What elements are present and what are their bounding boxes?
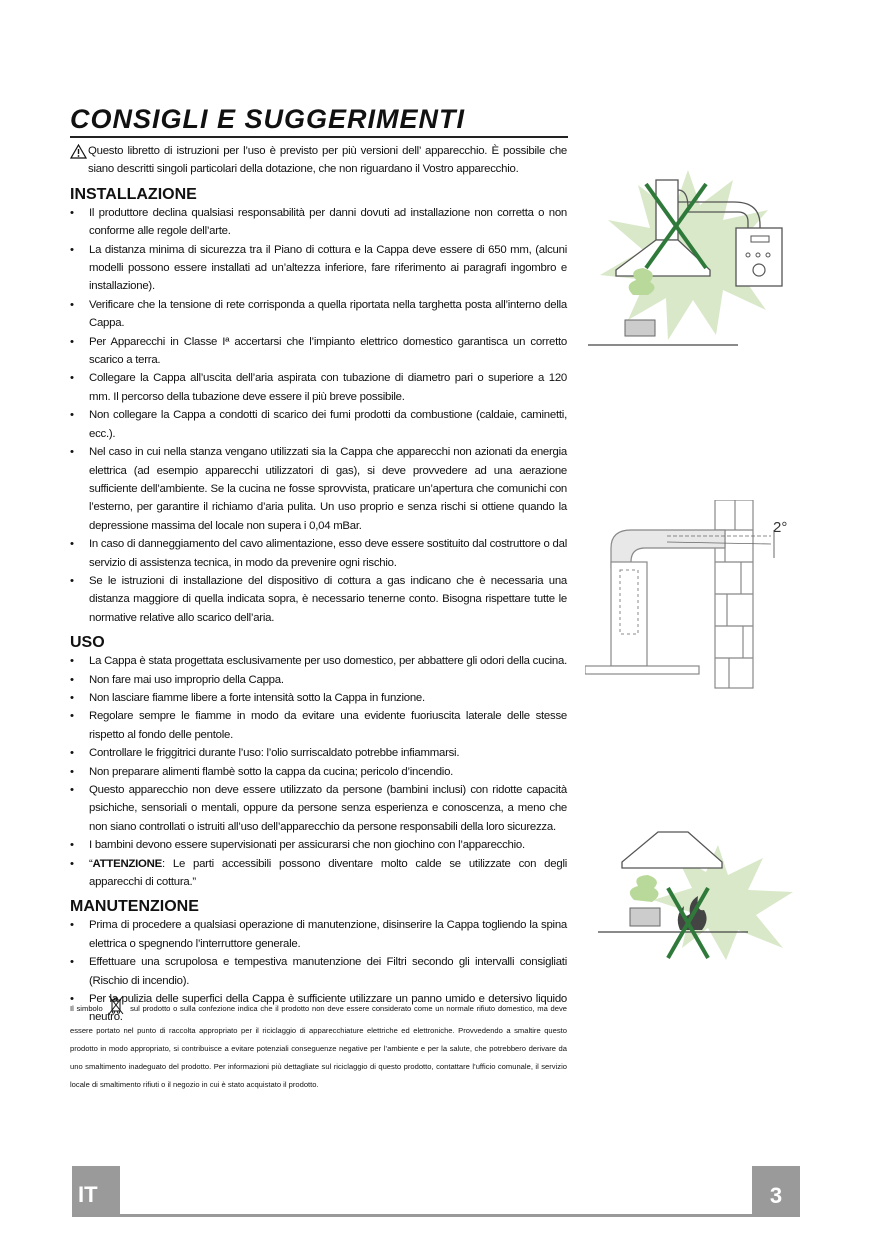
list-item: • In caso di danneggiamento del cavo alimentazione, esso deve essere sostituito dal costruttore o dal servizio di assistenza tecnica, in modo da prevenire ogni rischio. xyxy=(70,535,567,572)
disposal-text-before: Il simbolo xyxy=(70,1004,103,1013)
list-item: • Per Apparecchi in Classe Iª accertarsi che l’impianto elettrico domestico garantisca un corretto scarico a terra. xyxy=(70,333,567,370)
attention-text: : Le parti accessibili possono diventare molto calde se utilizzate con degli apparecchi di cottura.” xyxy=(89,857,567,889)
list-item: • Non lasciare fiamme libere a forte intensità sotto la Cappa in funzione. xyxy=(70,689,567,707)
hood-base xyxy=(585,666,699,674)
figure-no-open-flames xyxy=(598,830,798,965)
steam xyxy=(630,875,659,902)
hood-canopy xyxy=(622,832,722,868)
attention-label: ATTENZIONE xyxy=(92,857,162,870)
installazione-list xyxy=(70,204,567,627)
heading-installazione: INSTALLAZIONE xyxy=(70,185,197,203)
attention-item xyxy=(70,855,567,892)
list-item: • Prima di procedere a qualsiasi operazione di manutenzione, disinserire la Cappa togliendo la spina elettrica o spegnendo l’interruttore generale. xyxy=(70,916,567,953)
list-item: • La distanza minima di sicurezza tra il Piano di cottura e la Cappa deve essere di 650 mm, (alcuni modelli possono essere installati ad un’altezza inferiore, fare riferimento ai paragrafi ingombro e installazione). xyxy=(70,241,567,296)
list-item: • Regolare sempre le fiamme in modo da evitare una evidente fuoriuscita laterale delle stesse rispetto al fondo delle pentole. xyxy=(70,707,567,744)
angle-label: 2° xyxy=(773,519,788,536)
uso-list xyxy=(70,652,567,891)
language-tag: IT xyxy=(72,1166,120,1214)
list-item: • Nel caso in cui nella stanza vengano utilizzati sia la Cappa che apparecchi non azionati da energia elettrica (ad esempio apparecchi utilizzatori di gas), si deve provvedere ad una aerazione sufficiente dell’ambiente. Se la cucina ne fosse sprovvista, praticare un’apertura che comunichi con l’esterno, per garantire il richiamo d’aria pulita. Un uso proprio e senza rischi si ottiene quando la depressione massima del locale non supera i 0,04 mBar. xyxy=(70,443,567,535)
page-number: 3 xyxy=(752,1166,800,1214)
main-text xyxy=(70,142,567,1027)
list-item: • I bambini devono essere supervisionati per assicurarsi che non giochino con l’apparecchio. xyxy=(70,836,567,854)
list-item: • Collegare la Cappa all’uscita dell’aria aspirata con tubazione di diametro pari o superiore a 120 mm. Il percorso della tubazione deve essere il più breve possibile. xyxy=(70,369,567,406)
list-item: • Il produttore declina qualsiasi responsabilità per danni dovuti ad installazione non corretta o non conforme alle regole dell’arte. xyxy=(70,204,567,241)
heading-manutenzione: MANUTENZIONE xyxy=(70,898,199,916)
list-item: • Verificare che la tensione di rete corrisponda a quella riportata nella targhetta posta all’interno della Cappa. xyxy=(70,296,567,333)
list-item: • Controllare le friggitrici durante l’uso: l’olio surriscaldato potrebbe infiammarsi. xyxy=(70,744,567,762)
intro-text: Questo libretto di istruzioni per l’uso è previsto per più versioni dell’ apparecchio. È possibile che siano descritti singoli particolari della dotazione, che non riguardano il Vostro apparecchio. xyxy=(88,145,567,176)
list-item: • Non preparare alimenti flambè sotto la cappa da cucina; pericolo d’incendio. xyxy=(70,763,567,781)
list-item: • Se le istruzioni di installazione del dispositivo di cottura a gas indicano che è necessaria una distanza maggiore di quella indicata sopra, è necessario tenerne conto. Bisogna rispettare tutte le normative relative allo scarico dell’aria. xyxy=(70,572,567,627)
intro-paragraph xyxy=(70,142,567,179)
pot xyxy=(625,320,655,336)
brick-wall xyxy=(715,500,753,688)
disposal-notice xyxy=(70,995,567,1094)
attention-open-quote: “ xyxy=(89,857,93,870)
list-item: • Per la pulizia delle superfici della Cappa è sufficiente utilizzare un panno umido e detersivo liquido neutro. xyxy=(70,990,567,1027)
page-title: CONSIGLI E SUGGERIMENTI xyxy=(70,104,466,134)
hood-column xyxy=(611,562,647,666)
footer-band xyxy=(72,1166,800,1217)
warning-icon xyxy=(70,144,87,165)
crossed-bin-icon xyxy=(108,995,124,1022)
heading-uso: USO xyxy=(70,634,105,652)
title-underline xyxy=(70,136,568,138)
figure-no-boiler-connection xyxy=(588,150,788,350)
disposal-text-after: sul prodotto o sulla confezione indica che il prodotto non deve essere considerato come un normale rifiuto domestico, ma deve essere portato nel punto di raccolta appropriato per il riciclaggio di apparecchiature elettriche ed elettroniche. Provvedendo a smaltire questo prodotto in modo appropriato, si contribuisce a evitare potenziali conseguenze negative per l’ambiente e per la salute, che potrebbero derivare da uno smaltimento inadeguato del prodotto. Per informazioni più dettagliate sul riciclaggio di questo prodotto, contattare l’ufficio comunale, il servizio locale di smaltimento rifiuti o il negozio in cui è stato acquistato il prodotto. xyxy=(70,1004,567,1089)
pot xyxy=(630,908,660,926)
list-item: • Questo apparecchio non deve essere utilizzato da persone (bambini inclusi) con ridotte capacità psichiche, sensoriali o mentali, oppure da persone senza esperienza e conoscenza, a meno che non siano controllati o istruiti all’uso dell’apparecchio da persone responsabili della loro sicurezza. xyxy=(70,781,567,836)
list-item: • Non collegare la Cappa a condotti di scarico dei fumi prodotti da combustione (caldaie, caminetti, ecc.). xyxy=(70,406,567,443)
figure-duct-slope xyxy=(585,500,800,690)
list-item: • Non fare mai uso improprio della Cappa. xyxy=(70,671,567,689)
list-item: • La Cappa è stata progettata esclusivamente per uso domestico, per abbattere gli odori della cucina. xyxy=(70,652,567,670)
list-item: • Effettuare una scrupolosa e tempestiva manutenzione dei Filtri secondo gli intervalli consigliati (Rischio di incendio). xyxy=(70,953,567,990)
